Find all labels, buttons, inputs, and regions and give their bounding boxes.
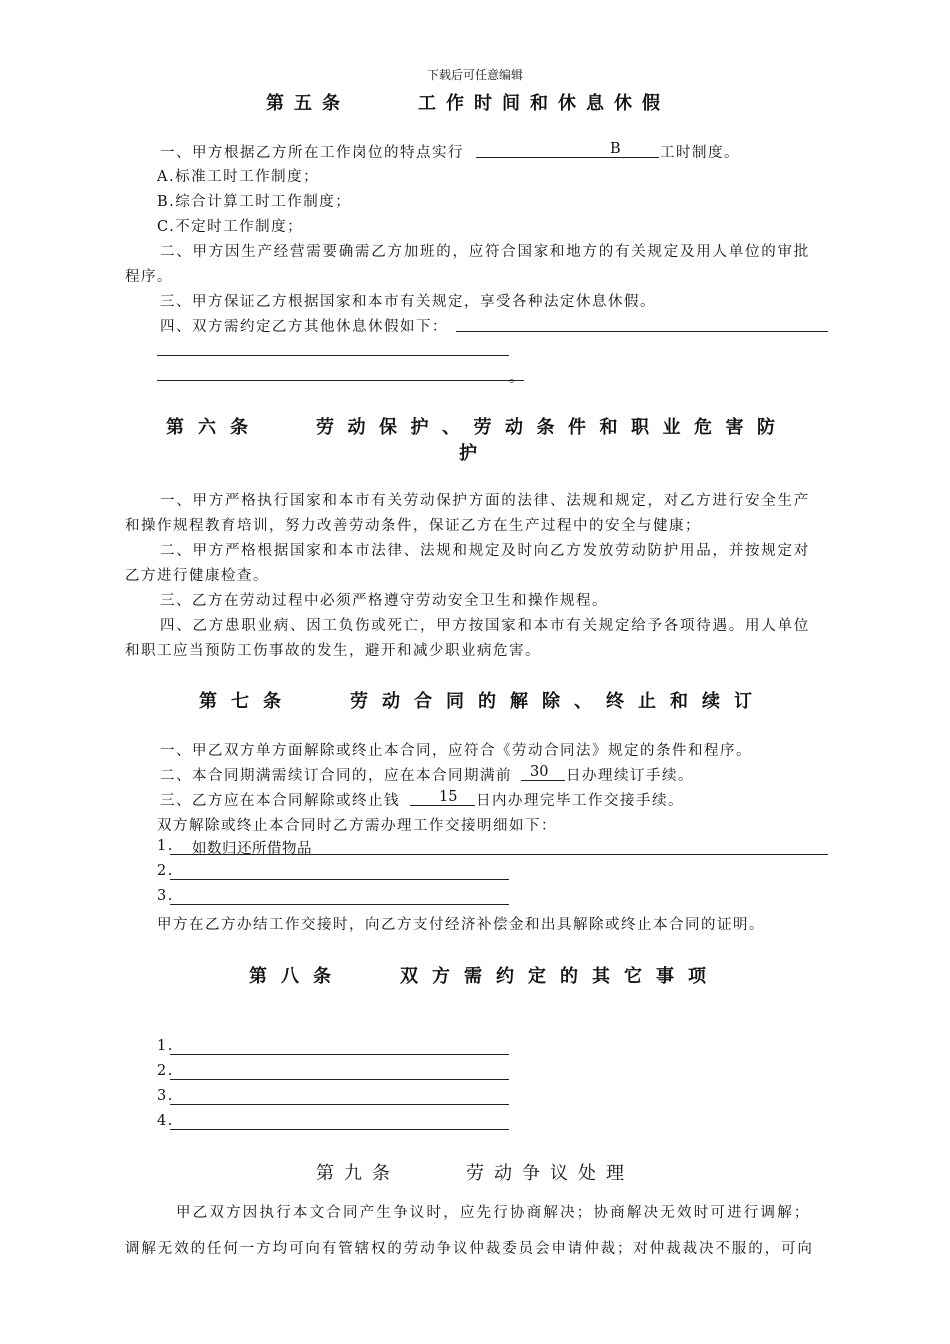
art7-p2-suffix: 日办理续订手续。 [566,768,694,784]
article-7-number: 第七条 [199,691,295,712]
art9-p1-line2: 调解无效的任何一方均可向有管辖权的劳动争议仲裁委员会申请仲裁；对仲裁裁决不服的，可向 [125,1241,814,1257]
art7-p1: 一、甲乙双方单方面解除或终止本合同，应符合《劳动合同法》规定的条件和程序。 [160,743,752,759]
art7-p5: 甲方在乙方办结工作交接时，向乙方支付经济补偿金和出具解除或终止本合同的证明。 [157,917,765,933]
art7-p2-fill: 30 [530,764,549,780]
page-header: 下载后可任意编辑 [426,68,523,82]
art6-p2-line1: 二、甲方严格根据国家和本市法律、法规和规定及时向乙方发放劳动防护用品，并按规定对 [160,543,810,559]
art5-option-a: A.标准工时工作制度； [157,169,320,185]
article-5-number: 第五条 [266,93,350,114]
art6-p3: 三、乙方在劳动过程中必须严格遵守劳动安全卫生和操作规程。 [160,593,608,609]
art6-p4-line2: 和职工应当预防工伤事故的发生，避开和减少职业病危害。 [125,643,541,659]
other-item-2-number: 2. [157,1063,174,1079]
other-item-2-blank[interactable] [170,1079,509,1080]
art5-p2-line2: 程序。 [125,269,173,285]
handover-item-1-text: 如数归还所借物品 [192,841,312,857]
handover-item-1-number: 1. [157,838,174,854]
art7-p3-fill: 15 [439,789,458,805]
other-item-1-blank[interactable] [170,1054,509,1055]
art7-p2-text: 二、本合同期满需续订合同的，应在本合同期满前 [160,768,512,784]
art7-p2-blank[interactable] [521,780,565,781]
art5-p4: 四、双方需约定乙方其他休息休假如下： [160,319,448,335]
article-5-title: 工作时间和休息休假 [418,93,670,114]
article-9-number: 第九条 [316,1163,400,1184]
art5-p3: 三、甲方保证乙方根据国家和本市有关规定，享受各种法定休息休假。 [160,294,656,310]
art7-p3-suffix: 日内办理完毕工作交接手续。 [476,793,684,809]
handover-item-3-number: 3. [157,888,174,904]
other-item-1-number: 1. [157,1038,174,1054]
art5-p4-period: 。 [509,370,525,386]
art7-p4: 双方解除或终止本合同时乙方需办理工作交接明细如下： [157,818,557,834]
handover-item-3-blank[interactable] [170,904,509,905]
article-6-title: 劳动保护、劳动条件和职业危害防 [316,417,789,438]
other-item-3-number: 3. [157,1088,174,1104]
other-item-3-blank[interactable] [170,1104,509,1105]
other-item-4-blank[interactable] [170,1129,509,1130]
art5-p4-blank-2[interactable] [157,355,509,356]
art5-p1-blank[interactable] [476,157,659,158]
article-7-title: 劳动合同的解除、终止和续订 [350,691,766,712]
art5-p2-line1: 二、甲方因生产经营需要确需乙方加班的，应符合国家和地方的有关规定及用人单位的审批 [160,244,810,260]
article-6-number: 第六条 [166,417,262,438]
handover-item-2-blank[interactable] [170,879,509,880]
art9-p1-line1: 甲乙双方因执行本文合同产生争议时，应先行协商解决；协商解决无效时可进行调解； [176,1205,811,1221]
art5-p1-fill: B [610,141,621,157]
art6-p4-line1: 四、乙方患职业病、因工负伤或死亡，甲方按国家和本市有关规定给予各项待遇。用人单位 [160,618,810,634]
art7-p3-text: 三、乙方应在本合同解除或终止钱 [160,793,400,809]
art5-p1-suffix: 工时制度。 [660,145,740,161]
art7-p3-blank[interactable] [410,805,475,806]
handover-item-2-number: 2. [157,863,174,879]
art6-p1-line2: 和操作规程教育培训，努力改善劳动条件，保证乙方在生产过程中的安全与健康； [125,518,701,534]
art5-p1-text: 一、甲方根据乙方所在工作岗位的特点实行 [160,145,464,161]
art5-p4-blank-1[interactable] [456,331,828,332]
handover-item-1-blank[interactable] [170,854,828,855]
art5-p4-blank-3[interactable] [157,380,524,381]
article-8-number: 第八条 [249,966,345,987]
article-9-title: 劳动争议处理 [466,1163,634,1184]
other-item-4-number: 4. [157,1113,174,1129]
art5-option-b: B.综合计算工时工作制度； [157,194,352,210]
art6-p2-line2: 乙方进行健康检查。 [125,568,269,584]
art6-p1-line1: 一、甲方严格执行国家和本市有关劳动保护方面的法律、法规和规定，对乙方进行安全生产 [160,493,810,509]
article-6-title-wrap: 护 [459,443,487,464]
article-8-title: 双方需约定的其它事项 [400,966,720,987]
art5-option-c: C.不定时工作制度； [157,219,304,235]
